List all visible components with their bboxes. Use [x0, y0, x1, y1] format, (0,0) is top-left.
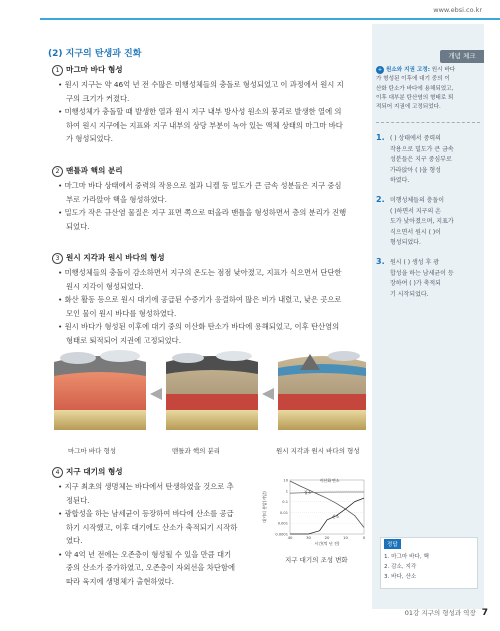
- s2-heading: [52, 165, 123, 177]
- crust-ocean-panel: [278, 351, 366, 430]
- header-rule: [40, 18, 500, 20]
- x-tick-label: 0: [362, 535, 366, 540]
- note-line: 적되어 지권에 고정되었다.: [376, 104, 441, 111]
- y-tick-label: 0.0001: [275, 532, 288, 537]
- s4-line: 따라 육지에 생명체가 출현하였다.: [66, 576, 174, 586]
- s2-title: 맨틀과 핵의 분리: [66, 166, 123, 175]
- answer-title: 정답: [384, 539, 401, 549]
- s2-line: 부로 가라앉아 핵을 형성하였다.: [66, 194, 167, 204]
- y-tick-label: 0.1: [282, 500, 288, 505]
- s3-line: 모인 물이 원시 바다를 형성하였다.: [66, 308, 177, 318]
- s4-line: • 지구 최초의 생명체는 바다에서 탄생하였을 것으로 추: [58, 482, 234, 491]
- question-line: 가라앉아 ( )을 형성: [390, 166, 441, 174]
- plus-icon: +: [377, 67, 383, 73]
- s3-heading: [52, 252, 165, 264]
- series-label: 이산화 탄소: [320, 478, 340, 483]
- question-number: 2.: [376, 195, 385, 204]
- question-1: [376, 134, 480, 187]
- core-separation-panel: [166, 351, 258, 430]
- note-keyword: 원소와 지권 고정:: [386, 67, 430, 73]
- s4-number: 4: [52, 467, 63, 478]
- question-number: 3.: [376, 257, 385, 266]
- s4-line: 정된다.: [66, 495, 90, 505]
- s4-line: • 광합성을 하는 남세균이 등장하여 바다에 산소를 공급: [58, 509, 234, 518]
- s3-line: 원시 지각이 형성되었다.: [66, 281, 144, 291]
- s2-line: 되었다.: [66, 221, 90, 231]
- arrow-icon: [150, 388, 162, 400]
- s3-line: • 미행성체들의 충돌이 감소하면서 지구의 온도는 점점 낮아졌고, 지표가 식으면서 단단한: [58, 268, 342, 277]
- s4-line: • 약 4억 년 전에는 오존층이 형성될 수 있을 만큼 대기: [58, 549, 232, 559]
- s2-line: • 마그마 바다 상태에서 중력의 작용으로 철과 니켈 등 밀도가 큰 금속 성분들은 지구 중심: [58, 181, 342, 190]
- note-line: 이후 대부분 탄산염의 형태로 퇴: [376, 94, 454, 101]
- s1-body: [58, 78, 370, 146]
- question-line: 성분들은 지구 중심부로: [390, 156, 452, 163]
- s2-line: • 밀도가 작은 규산염 물질은 지구 표면 쪽으로 떠올라 맨틀을 형성하면서 층의 분리가 진행: [58, 208, 347, 217]
- y-tick-label: 0.001: [277, 521, 288, 526]
- footer: [405, 608, 488, 618]
- series-label: 산소: [332, 514, 340, 519]
- s4-line: 하기 시작했고, 이후 대기에도 산소가 축적되기 시작하: [66, 522, 238, 532]
- question-line: ( ) 상태에서 중력의: [390, 135, 441, 142]
- answer-row: 3. 바다, 산소: [384, 574, 417, 580]
- y-tick-label: 0.01: [279, 510, 288, 515]
- s4-line: 였다.: [66, 536, 83, 545]
- s4-body: [58, 480, 278, 588]
- question-line: 식으면서 원시 ( )이: [390, 228, 441, 236]
- answer-row: 2. 감소, 지각: [384, 564, 417, 570]
- question-line: 하였다.: [390, 177, 410, 184]
- x-tick-label: 20: [324, 535, 330, 540]
- section-title: (2) 지구의 탄생과 진화: [48, 49, 142, 59]
- question-line: 기 시작되었다.: [390, 290, 429, 298]
- answer-row: 1. 마그마 바다, 핵: [384, 554, 429, 560]
- s3-body: [58, 266, 370, 347]
- question-number: 1.: [376, 133, 385, 142]
- question-line: 작용으로 밀도가 큰 금속: [390, 145, 454, 153]
- s1-line: 가 형성되었다.: [66, 134, 113, 143]
- site-url: www.ebsi.co.kr: [433, 6, 482, 14]
- x-tick-label: 10: [343, 535, 348, 540]
- s1-line: • 미행성체가 충돌할 때 발생한 열과 원시 지구 내부 방사성 원소의 붕괴로 발생한 열에 의: [58, 107, 342, 116]
- s1-title: 마그마 바다 형성: [66, 65, 123, 74]
- y-tick-label: 1: [285, 489, 288, 494]
- figure-caption: 맨틀과 핵의 분리: [172, 447, 221, 455]
- question-line: ( )하면서 지구의 온: [390, 207, 441, 215]
- question-3: [376, 258, 480, 300]
- question-line: 도가 낮아졌으며, 지표가: [390, 218, 454, 225]
- footer-chapter: 01강 지구의 형성과 역장: [404, 609, 476, 617]
- s2-number: 2: [52, 166, 63, 177]
- s1-line: • 원시 지구는 약 46억 년 전 수많은 미행성체들의 충돌로 형성되었고 이 과정에서 원시 지: [58, 80, 344, 89]
- question-line: 장하여 ( )가 축적되: [390, 280, 441, 287]
- atmosphere-chart: [260, 474, 370, 554]
- plot-area: [290, 480, 364, 534]
- s3-number: 3: [52, 253, 63, 264]
- s1-line: 하여 원시 지구에는 지표와 지구 내부의 상당 부분이 녹아 있는 액체 상태의 마그마 바다: [66, 120, 343, 130]
- chart-title: 지구 대기의 조성 변화: [285, 556, 348, 564]
- s1-line: 구의 크기가 커졌다.: [66, 93, 130, 103]
- s3-line: 형태로 퇴적되어 지권에 고정되었다.: [66, 335, 182, 345]
- s3-line: • 원시 바다가 형성된 이후에 대기 중의 이산화 탄소가 바다에 용해되었고, 이후 탄산염의: [58, 322, 340, 331]
- y-axis-label: 대기의 분압(기압): [262, 491, 267, 523]
- note-line: 산화 탄소가 바다에 용해되었고,: [376, 85, 454, 92]
- note-line: 가 형성된 이후에 대기 중의 이: [376, 76, 450, 83]
- s4-line: 중의 산소가 증가하였고, 오존층이 자외선을 차단함에: [66, 563, 235, 572]
- x-axis-label: 시간(억 년 전): [314, 541, 340, 546]
- s3-title: 원시 지각과 원시 바다의 형성: [66, 253, 165, 262]
- concept-check-tab: 개념 체크: [440, 50, 484, 63]
- sidebar-note: [376, 66, 480, 112]
- page-number: 7: [481, 608, 488, 618]
- question-line: 원시 ( ) 생성 후 광: [390, 259, 439, 266]
- magma-ocean-panel: [54, 350, 146, 430]
- s2-body: [58, 179, 370, 233]
- y-tick-label: 10: [283, 478, 288, 483]
- series-label: 질소: [304, 490, 312, 495]
- question-line: 형성되었다.: [390, 239, 421, 246]
- question-line: 합성을 하는 남세균이 등: [390, 269, 454, 277]
- arrow-icon: [262, 388, 274, 400]
- sidebar-divider: [376, 122, 480, 123]
- s4-title: 지구 대기의 형성: [66, 467, 123, 476]
- question-2: [376, 196, 480, 249]
- note-line: 원시 바다: [431, 67, 456, 73]
- figure-caption: 원시 지각과 원시 바다의 형성: [276, 447, 360, 455]
- s1-heading: [52, 64, 123, 76]
- x-tick-label: 30: [306, 535, 311, 540]
- s1-number: 1: [52, 65, 63, 76]
- figure-caption: 마그마 바다 형성: [68, 447, 117, 455]
- question-line: 미행성체들의 충돌이: [390, 197, 445, 204]
- s4-heading: [52, 466, 123, 478]
- x-tick-label: 40: [287, 535, 293, 540]
- s3-line: • 화산 활동 등으로 원시 대기에 공급된 수증기가 응결하여 많은 비가 내렸고, 낮은 곳으로: [58, 295, 342, 304]
- earth-formation-figure: [48, 350, 370, 442]
